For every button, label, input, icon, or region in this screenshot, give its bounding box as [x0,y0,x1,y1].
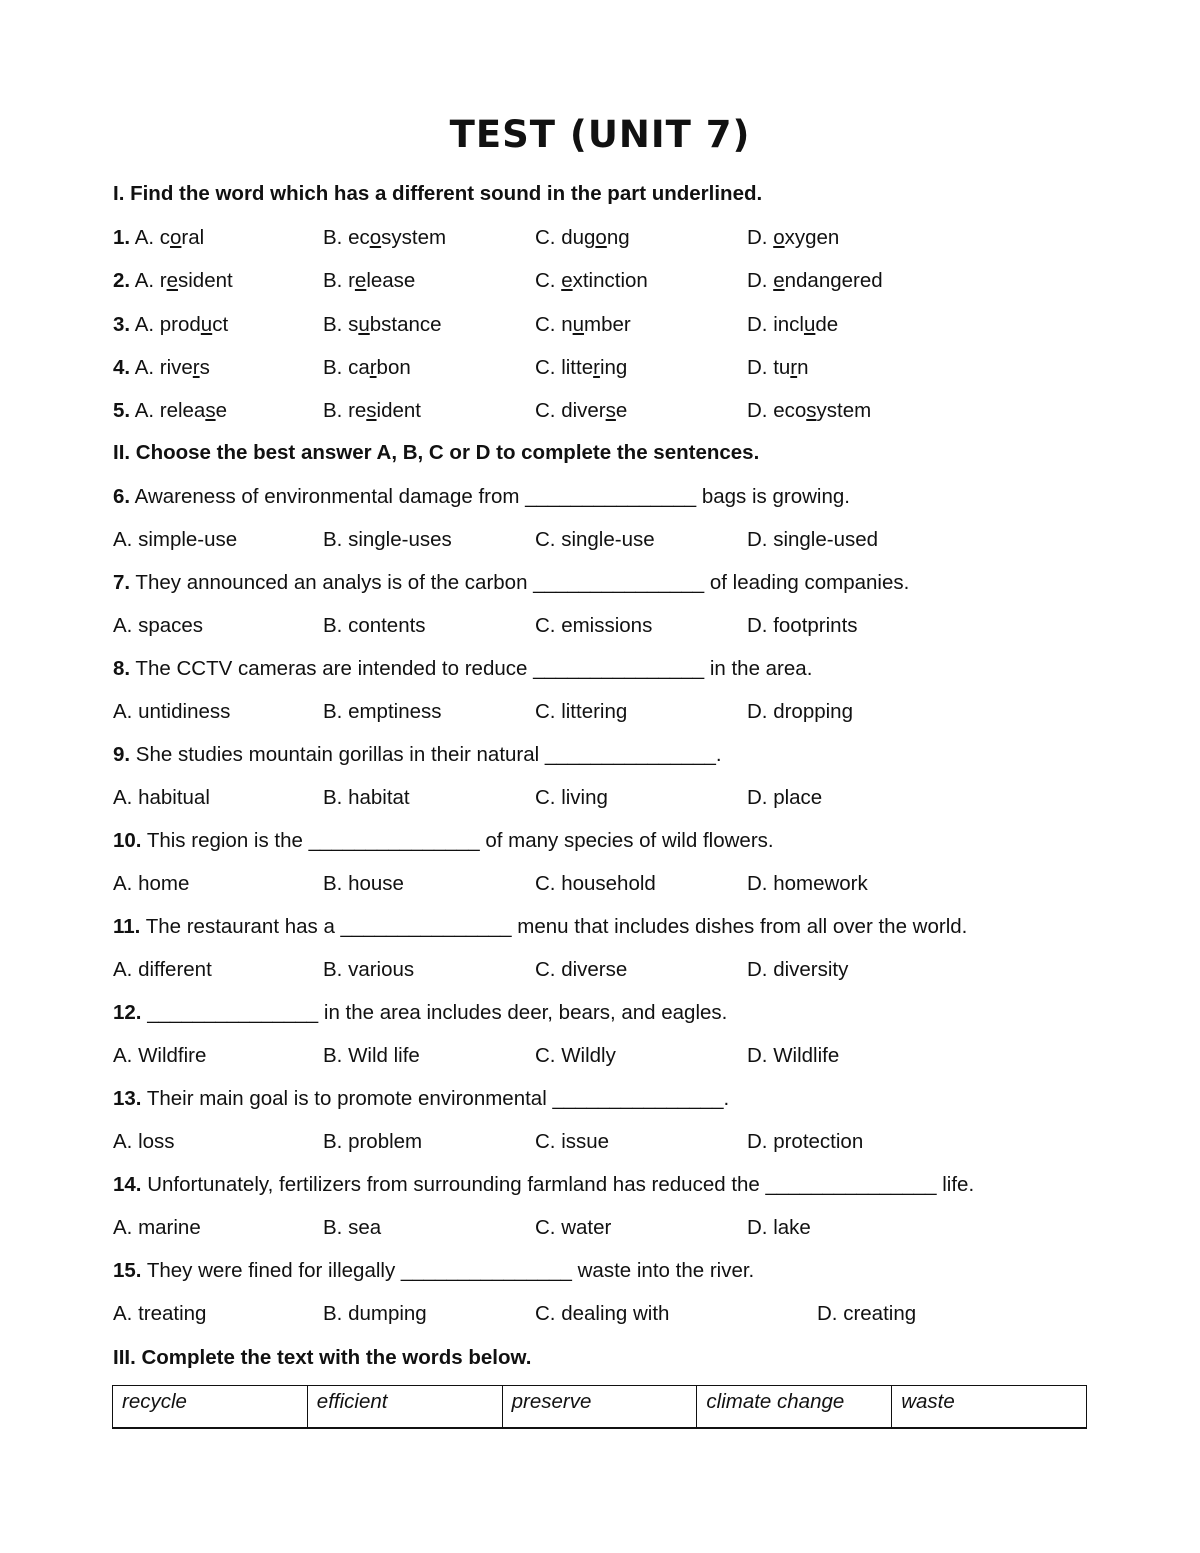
answer-option: A. loss [113,1129,175,1153]
sound-option [323,398,421,424]
underlined-letters: e [354,269,367,292]
sound-option [323,268,415,294]
question-sentence [113,1086,729,1112]
question-number: 10. [113,829,142,852]
answer-option: C. single-use [535,527,655,551]
option-text: bstance [369,313,442,336]
question-sentence [113,484,850,510]
answer-option: B. single-uses [323,527,452,551]
underlined-letters: u [358,313,370,336]
word-bank-cell: recycle [113,1386,308,1429]
underlined-letters: o [369,226,382,249]
word-bank-row [113,1386,1087,1429]
answer-option: A. marine [113,1215,201,1239]
question-number: 11. [113,915,141,938]
sound-option [535,398,627,424]
answer-option: B. house [323,871,404,895]
option-text: C. n [535,313,573,336]
sound-option [113,355,210,381]
question-text: They were fined for illegally _______________ waste into the river. [141,1259,755,1282]
option-text: e [215,399,227,422]
option-text: D. [747,269,774,292]
answer-option: B. dumping [323,1301,427,1325]
sound-option [535,268,648,294]
section-2-heading: II. Choose the best answer A, B, C or D to complete the sentences. [113,441,760,464]
option-text: B. ec [323,226,370,249]
option-text: bon [376,356,411,379]
answer-option: A. home [113,871,190,895]
sound-option [747,398,871,424]
option-text: A. c [134,226,171,249]
question-sentence [113,1000,727,1026]
question-text: Unfortunately, fertilizers from surrounding farmland has reduced the _______________ life. [141,1173,975,1196]
underlined-letters: s [205,399,216,422]
answer-option: B. sea [323,1215,382,1239]
answer-option: C. diverse [535,957,628,981]
option-text: A. prod [134,313,201,336]
question-number: 7. [113,571,131,594]
word-bank-table [112,1385,1087,1429]
sound-option [113,225,204,251]
answer-option: A. spaces [113,613,204,637]
question-number: 3. [113,313,131,336]
question-number: 2. [113,269,131,292]
option-text: B. ca [323,356,370,379]
option-text: D. incl [747,313,804,336]
option-text: lease [366,269,416,292]
answer-option: C. dealing with [535,1301,670,1325]
option-text: s [199,356,210,379]
answer-option: D. Wildlife [747,1043,840,1067]
answer-option: B. various [323,957,415,981]
question-number: 4. [113,356,131,379]
question-sentence [113,1258,754,1284]
underlined-letters: e [773,269,785,292]
answer-option: B. problem [323,1129,423,1153]
word-bank-cell: climate change [697,1386,892,1429]
question-text: She studies mountain gorillas in their natural _______________. [130,743,722,766]
sound-option [113,398,227,424]
option-text: ing [599,356,628,379]
answer-option: B. contents [323,613,426,637]
sound-option [535,312,631,338]
answer-option: D. protection [747,1129,864,1153]
answer-option: C. Wildly [535,1043,616,1067]
underlined-letters: o [773,226,785,249]
answer-option: D. creating [817,1301,917,1325]
answer-option: B. Wild life [323,1043,420,1067]
sound-option [747,355,809,381]
option-text: C. [535,269,562,292]
answer-option: D. diversity [747,957,849,981]
underlined-letters: r [790,356,798,379]
question-number: 6. [113,485,131,508]
answer-option: A. simple-use [113,527,238,551]
option-text: xygen [784,226,840,249]
option-text: C. dug [535,226,596,249]
option-text: ct [212,313,229,336]
question-number: 5. [113,399,131,422]
answer-option: A. different [113,957,212,981]
option-text: ng [606,226,630,249]
question-sentence [113,656,812,682]
sound-option [747,268,883,294]
option-text: B. r [323,269,355,292]
underlined-letters: r [192,356,200,379]
option-text: C. diver [535,399,606,422]
answer-option: C. emissions [535,613,653,637]
question-number: 15. [113,1259,142,1282]
answer-option: C. littering [535,699,628,723]
answer-option: A. Wildfire [113,1043,207,1067]
answer-option: A. habitual [113,785,210,809]
option-text: D. eco [747,399,807,422]
sound-option [113,268,233,294]
question-text: Their main goal is to promote environmental _______________. [141,1087,730,1110]
option-text: de [815,313,839,336]
question-text: Awareness of environmental damage from _______________ bags is growing. [130,485,850,508]
answer-option: A. treating [113,1301,207,1325]
underlined-letters: u [572,313,585,336]
sound-option [535,355,627,381]
option-text: C. litte [535,356,594,379]
underlined-letters: u [200,313,213,336]
answer-option: B. habitat [323,785,410,809]
section-1-heading: I. Find the word which has a different sound in the part underlined. [113,182,763,205]
sound-option [747,312,838,338]
question-sentence [113,570,909,596]
option-text: mber [584,313,631,336]
answer-option: C. issue [535,1129,610,1153]
question-text: _______________ in the area includes deer, bears, and eagles. [141,1001,728,1024]
answer-option: D. single-used [747,527,879,551]
answer-option: D. homework [747,871,868,895]
answer-option: D. footprints [747,613,858,637]
underlined-letters: e [166,269,178,292]
option-text: D. [747,226,774,249]
question-number: 1. [113,226,131,249]
underlined-letters: s [806,399,817,422]
option-text: ndangered [784,269,883,292]
answer-option: C. water [535,1215,612,1239]
question-sentence [113,828,774,854]
sound-option [535,225,630,251]
answer-option: C. living [535,785,608,809]
sound-option [323,225,446,251]
sound-option [323,312,442,338]
question-text: The CCTV cameras are intended to reduce _______________ in the area. [130,657,813,680]
question-sentence [113,742,722,768]
option-text: ral [181,226,205,249]
question-sentence [113,914,967,940]
option-text: xtinction [572,269,648,292]
option-text: ident [376,399,422,422]
question-number: 14. [113,1173,142,1196]
option-text: A. r [134,269,167,292]
underlined-letters: o [170,226,182,249]
option-text: D. tu [747,356,791,379]
underlined-letters: s [366,399,377,422]
option-text: B. re [323,399,367,422]
word-bank-cell: efficient [307,1386,502,1429]
word-bank-cell: preserve [502,1386,697,1429]
answer-option: C. household [535,871,656,895]
question-text: They announced an analys is of the carbon _______________ of leading companies. [130,571,910,594]
option-text: n [797,356,809,379]
sound-option [113,312,228,338]
answer-option: B. emptiness [323,699,442,723]
option-text: A. relea [134,399,206,422]
answer-option: D. place [747,785,823,809]
sound-option [747,225,839,251]
question-number: 8. [113,657,131,680]
option-text: e [615,399,628,422]
answer-option: D. dropping [747,699,853,723]
question-text: This region is the _______________ of many species of wild flowers. [141,829,774,852]
page-title: TEST (UNIT 7) [449,113,751,156]
question-number: 13. [113,1087,142,1110]
underlined-letters: r [593,356,600,379]
question-sentence [113,1172,974,1198]
underlined-letters: u [803,313,816,336]
option-text: sident [178,269,233,292]
question-number: 12. [113,1001,142,1024]
section-3-heading: III. Complete the text with the words below. [113,1346,532,1369]
option-text: B. s [323,313,359,336]
question-text: The restaurant has a _______________ menu that includes dishes from all over the world. [140,915,968,938]
sound-option [323,355,411,381]
option-text: ystem [816,399,872,422]
underlined-letters: r [369,356,377,379]
answer-option: D. lake [747,1215,811,1239]
question-number: 9. [113,743,131,766]
underlined-letters: s [605,399,616,422]
option-text: system [381,226,447,249]
underlined-letters: o [595,226,607,249]
answer-option: A. untidiness [113,699,231,723]
word-bank-cell: waste [892,1386,1087,1429]
underlined-letters: e [561,269,573,292]
option-text: A. rive [134,356,193,379]
